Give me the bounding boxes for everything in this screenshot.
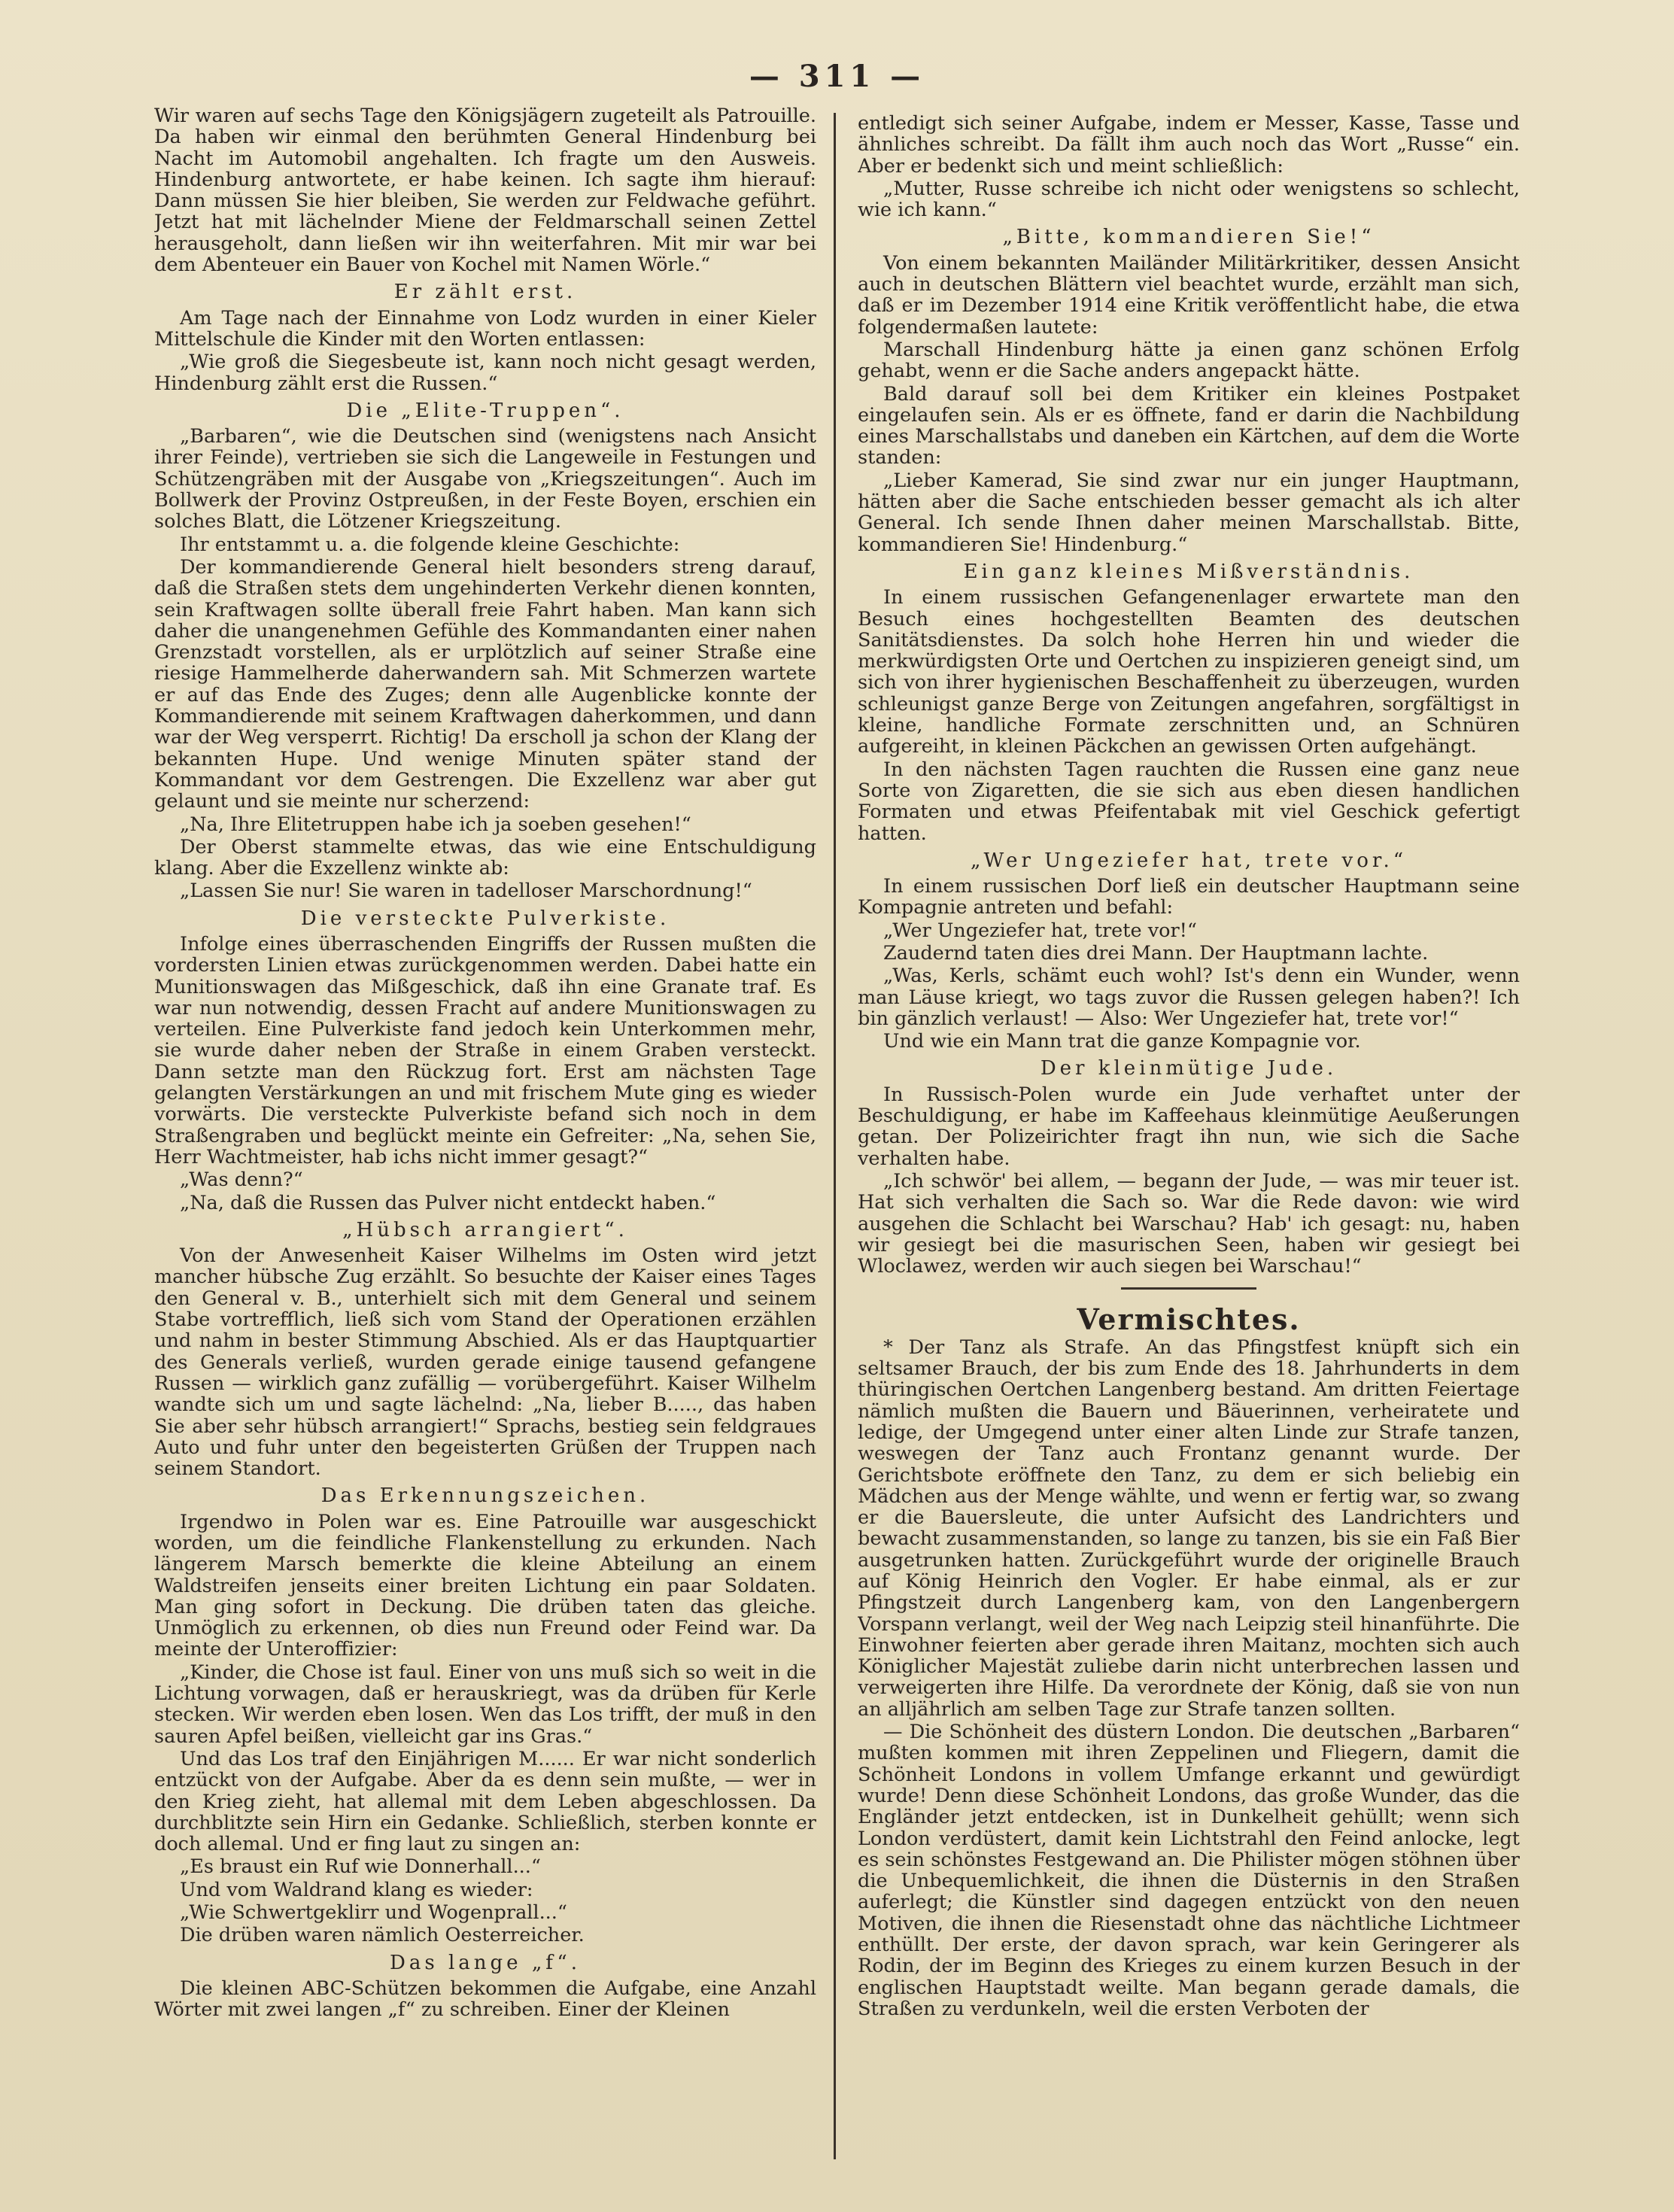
paragraph: — Die Schönheit des düstern London. Die deutschen „Barbaren“ mußten kommen mit ihren Zeppelinen und Fliegern, damit die Schönheit Londons in vollem Umfange erkannt und gewürdigt wurde! Denn diese Schönheit Londons, das große Wunder, das die Engländer jetzt entdecken, ist in Dunkelheit gehüllt; wenn sich London verdüstert, damit kein Lichtstrahl den Feind anlocke, legt es sein schönstes Festgewand an. Die Philister mögen stöhnen über die Unbequemlichkeit, die ihnen die Düsternis in den Straßen auferlegt; die Künstler sind dagegen entzückt von den neuen Motiven, die ihnen die Riesenstadt ohne das nächtliche Lichtmeer enthüllt. Der erste, der davon sprach, war kein Geringerer als Rodin, der im Beginn des Krieges zu einem kurzen Besuch in der englischen Hauptstadt weilte. Man begann gerade damals, die Straßen zu verdunkeln, weil die ersten Verboten der [858,1721,1520,2020]
paragraph: „Was denn?“ [180,1168,303,1192]
paragraph: „Lieber Kamerad, Sie sind zwar nur ein junger Hauptmann, hätten aber die Sache entschieden besser gemacht als ich alter General. Ich sende Ihnen daher meinen Marschallstab. Bitte, kommandieren Sie! Hindenburg.“ [858,469,1520,556]
paragraph: In Russisch-Polen wurde ein Jude verhaftet unter der Beschuldigung, er habe im Kaffeehaus kleinmütige Aeußerungen getan. Der Polizeirichter fragt ihn nun, wie sich die Sache verhalten habe. [858,1083,1520,1170]
paragraph: Die drüben waren nämlich Oesterreicher. [180,1924,585,1947]
paragraph: „Was, Kerls, schämt euch wohl? Ist's denn ein Wunder, wenn man Läuse kriegt, wo tags zuvor die Russen gelegen haben?! Ich bin gänzlich verlaust! — Also: Wer Ungeziefer hat, trete vor!“ [858,965,1520,1030]
paragraph: In den nächsten Tagen rauchten die Russen eine ganz neue Sorte von Zigaretten, die sie sich aus eben diesen handlichen Formaten und etwas Pfeifentabak mit viel Geschick gefertigt hatten. [858,758,1520,845]
paragraph: „Lassen Sie nur! Sie waren in tadelloser Marschordnung!“ [180,880,752,903]
paragraph: Am Tage nach der Einnahme von Lodz wurden in einer Kieler Mittelschule die Kinder mit den Worten entlassen: [154,306,816,351]
paragraph: Marschall Hindenburg hätte ja einen ganz schönen Erfolg gehabt, wenn er die Sache anders angepackt hätte. [858,338,1520,383]
paragraph: Die kleinen ABC-Schützen bekommen die Aufgabe, eine Anzahl Wörter mit zwei langen „f“ zu schreiben. Einer der Kleinen [154,1977,816,2022]
paragraph: „Wie Schwertgeklirr und Wogenprall...“ [180,1901,567,1925]
paragraph: „Barbaren“, wie die Deutschen sind (wenigstens nach Ansicht ihrer Feinde), vertrieben sie sich die Langeweile in Festungen und Schützengräben mit der Ausgabe von „Kriegszeitungen“. Auch im Bollwerk der Provinz Ostpreußen, in der Feste Boyen, erschien ein solches Blatt, die Lötzener Kriegszeitung. [154,425,816,533]
paragraph: Und vom Waldrand klang es wieder: [180,1878,533,1901]
paragraph: „Ich schwör' bei allem, — begann der Jude, — was mir teuer ist. Hat sich verhalten die Sach so. War die Rede davon: wie wird ausgehen die Schlacht bei Warschau? Hab' ich gesagt: nu, haben wir gesiegt bei die masurischen Seen, haben wir gesiegt bei Wloclawez, werden wir auch siegen bei Warschau!“ [858,1169,1520,1278]
paragraph: Irgendwo in Polen war es. Eine Patrouille war ausgeschickt worden, um die feindliche Flankenstellung zu erkunden. Nach längerem Marsch bemerkte die kleine Abteilung an einem Waldstreifen jenseits einer breiten Lichtung ein paar Soldaten. Man ging sofort in Deckung. Die drüben taten das gleiche. Unmöglich zu erkennen, ob dies nun Freund oder Feind war. Da meinte der Unteroffizier: [154,1510,816,1661]
paragraph: Von einem bekannten Mailänder Militärkritiker, dessen Ansicht auch in deutschen Blättern viel beachtet wurde, erzählt man sich, daß er im Dezember 1914 eine Kritik veröffentlicht habe, die etwa folgendermaßen lautete: [858,251,1520,339]
paragraph: „Na, Ihre Elitetruppen habe ich ja soeben gesehen!“ [180,813,691,836]
section-divider [1121,1287,1256,1290]
article-heading: Das lange „f“. [390,1951,581,1974]
paragraph: „Wer Ungeziefer hat, trete vor!“ [883,919,1197,942]
page-number: — 311 — [749,59,925,94]
paragraph: Wir waren auf sechs Tage den Königsjägern zugeteilt als Patrouille. Da haben wir einmal den berühmten General Hindenburg bei Nacht im Automobil angehalten. Ich fragte um den Ausweis. Hindenburg antwortete, er habe keinen. Ich sagte ihm hierauf: Dann müssen Sie hier bleiben, Sie werden zur Feldwache geführt. Jetzt hat mit lächelnder Miene der Feldmarschall seinen Zettel herausgeholt, dann ließen wir ihn weiterfahren. Mit mir war bei dem Abenteuer ein Bauer von Kochel mit Namen Wörle.“ [154,105,816,277]
article-heading: Das Erkennungszeichen. [321,1484,650,1508]
article-heading: „Bitte, kommandieren Sie!“ [1002,226,1375,249]
section-heading: Vermischtes. [1077,1302,1301,1337]
article-heading: „Wer Ungeziefer hat, trete vor.“ [970,849,1408,872]
paragraph: Infolge eines überraschenden Eingriffs der Russen mußten die vordersten Linien etwas zurückgenommen werden. Dabei hatte ein Munitionswagen das Mißgeschick, daß ihn eine Granate traf. Es war nun notwendig, dessen Fracht auf andere Munitionswagen zu verteilen. Eine Pulverkiste fand jedoch kein Unterkommen mehr, sie wurde daher neben der Straße in einem Graben versteckt. Dann setzte man den Rückzug fort. Erst am nächsten Tage gelangten Verstärkungen an und mit frischem Mute ging es wieder vorwärts. Die versteckte Pulverkiste befand sich noch in dem Straßengraben und beglückt meinte ein Gefreiter: „Na, sehen Sie, Herr Wachtmeister, hab ichs nicht immer gesagt?“ [154,932,816,1168]
paragraph: „Kinder, die Chose ist faul. Einer von uns muß sich so weit in die Lichtung vorwagen, daß er herauskriegt, was da drüben für Kerle stecken. Wir werden eben losen. Wen das Los trifft, der muß in den sauren Apfel beißen, vielleicht gar ins Gras.“ [154,1661,816,1748]
paragraph: „Es braust ein Ruf wie Donnerhall...“ [180,1855,541,1879]
paragraph: entledigt sich seiner Aufgabe, indem er Messer, Kasse, Tasse und ähnliches schreibt. Da fällt ihm auch noch das Wort „Russe“ ein. Aber er bedenkt sich und meint schließlich: [858,113,1520,178]
article-heading: Die „Elite-Truppen“. [346,399,624,422]
article-heading: Ein ganz kleines Mißverständnis. [963,560,1414,583]
column-rule [834,113,836,2159]
article-heading: Er zählt erst. [393,281,577,304]
paragraph: * Der Tanz als Strafe. An das Pfingstfest knüpft sich ein seltsamer Brauch, der bis zum Ende des 18. Jahrhunderts in dem thüringischen Oertchen Langenberg bestand. Am dritten Feiertage nämlich mußten die Bauern und Bäuerinnen, verheiratete und ledige, der Umgegend unter einer alten Linde zur Strafe tanzen, weswegen der Tanz auch Frontanz genannt wurde. Der Gerichtsbote eröffnete den Tanz, zu dem er sich beliebig ein Mädchen aus der Menge wählte, und wenn er fertig war, so zwang er die Bauersleute, die unter Aufsicht des Landrichters und bewacht zusammenstanden, so lange zu tanzen, bis sie ein Faß Bier ausgetrunken hatten. Zurückgeführt wurde der originelle Brauch auf König Heinrich den Vogler. Er habe einmal, als er zur Pfingstzeit durch Langenberg kam, von den Langenbergern Vorspann verlangt, weil der Weg nach Leipzig steil hinanführte. Die Einwohner feierten aber gerade ihren Maitanz, mochten sich auch Königlicher Majestät zuliebe darin nicht unterbrechen lassen und verweigerten ihre Hilfe. Da verordnete der König, daß sie von nun an alljährlich am selben Tage zur Strafe tanzen sollten. [858,1335,1520,1721]
paragraph: In einem russischen Dorf ließ ein deutscher Hauptmann seine Kompagnie antreten und befahl: [858,875,1520,919]
paragraph: „Mutter, Russe schreibe ich nicht oder wenigstens so schlecht, wie ich kann.“ [858,177,1520,222]
paragraph: „Wie groß die Siegesbeute ist, kann noch nicht gesagt werden, Hindenburg zählt erst die Russen.“ [154,351,816,395]
article-heading: Die versteckte Pulverkiste. [300,907,670,930]
paragraph: Ihr entstammt u. a. die folgende kleine Geschichte: [180,533,680,556]
paragraph: Der kommandierende General hielt besonders streng darauf, daß die Straßen stets dem ungehinderten Verkehr dienen konnten, sein Kraftwagen sollte überall freie Fahrt haben. Man kann sich daher die unangenehmen Gefühle des Kommandanten einer nahen Grenzstadt vorstellen, als er urplötzlich auf seiner Straße eine riesige Hammelherde daherwandern sah. Mit Schmerzen wartete er auf das Ende des Zuges; denn alle Augenblicke konnte der Kommandierende mit seinem Kraftwagen daherkommen, und dann war der Weg versperrt. Richtig! Da erscholl ja schon der Klang der bekannten Hupe. Und wenige Minuten später stand der Kommandant vor dem Gestrengen. Die Exzellenz war aber gut gelaunt und sie meinte nur scherzend: [154,555,816,813]
paragraph: In einem russischen Gefangenenlager erwartete man den Besuch eines hochgestellten Beamten des deutschen Sanitätsdienstes. Da solch hohe Herren hin und wieder die merkwürdigsten Orte und Oertchen zu inspizieren geneigt sind, um sich von ihrer hygienischen Beschaffenheit zu überzeugen, wurden schleunigst ganze Berge von Zeitungen angefahren, sorgfältigst in kleine, handliche Formate zerschnitten und, an Schnüren aufgereiht, in kleinen Päckchen an gewissen Orten aufgehängt. [858,586,1520,758]
right-column [858,113,1520,2197]
article-heading: „Hübsch arrangiert“. [342,1218,628,1241]
article-heading: Der kleinmütige Jude. [1040,1057,1338,1080]
paragraph: Von der Anwesenheit Kaiser Wilhelms im Osten wird jetzt mancher hübsche Zug erzählt. So besuchte der Kaiser eines Tages den General v. B., unterhielt sich mit dem General und seinem Stabe vortrefflich, ließ sich vom Stand der Operationen erzählen und nahm in bester Stimmung Abschied. Als er das Hauptquartier des Generals verließ, wurden gerade einige tausend gefangene Russen — wirklich ganz zufällig — vorübergeführt. Kaiser Wilhelm wandte sich um und sagte lächelnd: „Na, lieber B....., das haben Sie aber sehr hübsch arrangiert!“ Sprachs, bestieg sein feldgraues Auto und fuhr unter den begeisterten Grüßen der Truppen nach seinem Standort. [154,1244,816,1481]
paragraph: Der Oberst stammelte etwas, das wie eine Entschuldigung klang. Aber die Exzellenz winkte ab: [154,835,816,880]
paragraph: Zaudernd taten dies drei Mann. Der Hauptmann lachte. [883,941,1429,965]
paragraph: Und wie ein Mann trat die ganze Kompagnie vor. [883,1030,1361,1053]
paragraph: Bald darauf soll bei dem Kritiker ein kleines Postpaket eingelaufen sein. Als er es öffnete, fand er darin die Nachbildung eines Marschallstabs und daneben ein Kärtchen, auf dem die Worte standen: [858,382,1520,469]
left-column [154,105,816,2197]
paragraph: Und das Los traf den Einjährigen M...... Er war nicht sonderlich entzückt von der Aufgabe. Aber da es denn sein mußte, — wer in den Krieg zieht, hat allemal mit dem Leben abgeschlossen. Da durchblitzte sein Hirn ein Gedanke. Schließlich, sterben konnte er doch allemal. Und er fing laut zu singen an: [154,1747,816,1856]
paragraph: „Na, daß die Russen das Pulver nicht entdeckt haben.“ [180,1191,716,1214]
